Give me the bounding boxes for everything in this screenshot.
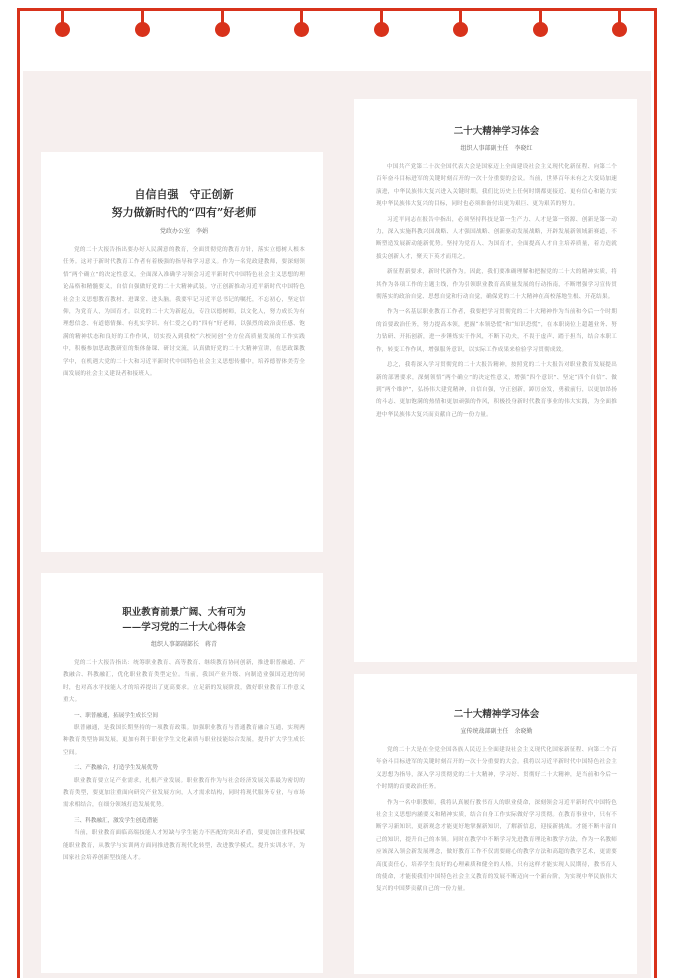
article-title bbox=[63, 186, 305, 222]
pushpin-icon bbox=[55, 11, 69, 41]
article-paragraph: 新征程新要求，新时代新作为。因此，我们要准确理解和把握党的二十大的精神实质，将其作为各项工作的主题主线，作为引领职业教育高质量发展的行动指南，不断增强学习宣传贯彻落实的政治自觉、思想自觉和行动自觉，确保党的二十大精神在高校落地生根、开花结果。 bbox=[376, 269, 617, 301]
article-paragraph: 作为一名中职教师，我将认真履行教书育人的职业使命，深刻领会习近平新时代中国特色社会主义思想内涵要义和精神实质，结合自身工作实际做好学习贯彻。在教育事业中，只有不断学习新知识，更新观念才能更好地掌握新知识，了解新信息，迎接新挑战。才能不断丰富自己的知识，提升自己的本领。同时在教学中不断学习先进教育理论和教学方法，作为一名教师应该深入领会新发展理念，做好教育工作不仅需要耐心的教学方法和高超的教学艺术，更需要高度责任心，培养学生良好的心理素质和健全的人格，只有这样才能实现人民期待，教书育人的使命，才能使我们中国特色社会主义教育的发展不断迈向一个新台阶，为实现中华民族伟大复兴的中国梦贡献自己的一份力量。 bbox=[376, 799, 617, 893]
article-card bbox=[354, 674, 637, 974]
article-title-line: 自信自强 守正创新 bbox=[134, 188, 234, 201]
article-author: 党政办公室 李娟 bbox=[159, 228, 208, 235]
article-card bbox=[354, 99, 637, 662]
pushpin-icon bbox=[374, 11, 388, 41]
article-paragraph: 职业教育要立足产业需求，扎根产业发展。职业教育作为与社会经济发展关系最为密切的教育类型，要更加注重面向研究产业发展方向，人才需求结构，同时将现代服务专业，与市场需求相结合，在细分领域打造发展优势。 bbox=[63, 777, 305, 809]
article-paragraph: 党的二十大是在全党全国各族人民迈上全面建设社会主义现代化国家新征程、向第二个百年奋斗目标进军的关键时刻召开的一次十分重要的大会。我将以习近平新时代中国特色社会主义思想为指导，深入学习贯彻党的二十大精神，学习好、贯彻好二十大精神，是当前和今后一个时期的首要政治任务。 bbox=[376, 747, 617, 791]
article-paragraph: 总之，我将深入学习贯彻党的二十大报告精神，按照党的二十大报告对职业教育发展提出新的部署要求，深刻领悟“两个确立”的决定性意义，增强“四个意识”、坚定“四个自信”、做到“两个维护”，弘扬伟大建党精神，自信自强，守正创新，踔厉奋发，勇毅前行，以更加昂扬的斗志、更加饱满的热情和更加顽强的作风，积极投身新时代教育事业的伟大实践，为全面推进中华民族伟大复兴而贡献自己的一份力量。 bbox=[376, 362, 617, 418]
article-paragraph: 习近平同志在报告中指出，必须坚持科技是第一生产力、人才是第一资源、创新是第一动力，深入实施科教兴国战略、人才强国战略、创新驱动发展战略，开辟发展新领域新赛道，不断塑造发展新动能新优势。坚持为党育人、为国育才，全面提高人才自主培养质量，着力造就拔尖创新人才，聚天下英才而用之。 bbox=[376, 216, 617, 260]
pushpin-icon bbox=[294, 11, 308, 41]
article-title: 二十大精神学习体会 bbox=[453, 709, 540, 720]
article-paragraph: 职普融通，是我国长期坚持的一项教育政策。加强职业教育与普通教育融合互通，实现两种教育类型协调发展，更加有利于职业学生文化素质与职业技能综合发展，提升扩大学生成长空间。 bbox=[63, 725, 305, 756]
article-paragraph: 中国共产党第二十次全国代表大会是国家迈上全面建设社会主义现代化新征程、向第二个百年奋斗目标进军的关键时刻召开的一次十分重要的会议。当前，世界百年未有之大变局加速演进，中华民族伟大复兴进入关键时期，我们比历史上任何时期都更接近、更有信心和能力实现中华民族伟大复兴的目标，同时也必须准备付出更为艰巨、更为艰苦的努力。 bbox=[376, 164, 617, 208]
article-title-line: 职业教育前景广阔、大有可为 bbox=[122, 607, 246, 618]
article-card bbox=[41, 152, 323, 552]
article-author: 组织人事部副部长 蒋青 bbox=[150, 641, 217, 648]
section-heading: 一、职普融通，拓展学生成长空间 bbox=[74, 712, 158, 719]
article-author: 宣传统战部副主任 余晓勤 bbox=[460, 728, 533, 735]
article-title: 二十大精神学习体会 bbox=[453, 126, 540, 137]
section-heading: 二、产教融合，打造学生发展优势 bbox=[74, 765, 158, 772]
pushpin-icon bbox=[215, 11, 229, 41]
pushpin-icon bbox=[533, 11, 547, 41]
article-paragraph: 当前，职业教育面临高端技能人才短缺与学生能力不匹配的突出矛盾，要更加注重科技赋能职业教育，从教学与实训两方面同推进教育现代化转型，改进教学模式，提升实训水平，为国家社会培养创新型技能人才。 bbox=[63, 830, 305, 862]
article-author: 组织人事部副主任 李晓红 bbox=[460, 145, 533, 152]
article-title-line: ——学习党的二十大心得体会 bbox=[122, 622, 246, 633]
pushpin-icon bbox=[135, 11, 149, 41]
pushpin-icon bbox=[453, 11, 467, 41]
article-paragraph: 作为一名基层职业教育工作者，我要把学习贯彻党的二十大精神作为当前和今后一个时期的首要政治任务，努力提高本领，把握“本领恐慌”和“知识恐慌”，在本职岗位上超越业务、努力钻研、开拓创新，进一步锤炼实干作风，不断下功夫，不畏于虚声、踏于担当，结合本职工作，转变工作作风，增强服务意识，以实际工作成果来检验学习贯彻成效。 bbox=[376, 309, 617, 353]
article-title-line: 努力做新时代的“四有”好老师 bbox=[111, 206, 257, 219]
article-paragraph: 党的二十大报告指出要办好人民满意的教育，全面贯彻党的教育方针，落实立德树人根本任务。这对于新时代教育工作者有着极强的指导和学习意义。作为一名党政建教师，要深刻领悟“两个确立”的决定性意义，全面深入准确学习领会习近平新时代中国特色社会主义思想的理论品格和精髓要义，自信自强做好党的二十大精神武装。守正创新推动习近平新时代中国特色社会主义思想教育教材、进课堂、进头脑。我要牢记习近平总书记的嘱托，不忘初心，坚定信仰，为党育人，为国育才。以党的二十大为新起点，专注以德树师，以文化人，努力成长为有理想信念、有道德情操、有扎实学识、有仁爱之心的“四有”好老师，以强烈的政治责任感、饱满的精神状态和良好的工作作风，切实投入到我校“六校同创”全方位高质量发展的工作实践中，积极参加思政教研室的集体备课、研讨交流，认真做好党的二十大精神宣讲，在思政课教学中，在机遇大党的二十大和习近平新时代中国特色社会主义思想传播中，培养德智体美劳全面发展的社会主义建设者和接班人。 bbox=[63, 247, 305, 378]
article-paragraph: 党的二十大报告指出：统筹职业教育、高等教育、继续教育协同创新，推进职普融通、产教融合、科教融汇，优化职业教育类型定位。当前，我国产业升级、向制造业强国迈进的同时，也对高水平技能人才的培养提出了更高要求。立足新的发展阶段，做好职业教育工作意义重大。 bbox=[63, 660, 305, 704]
pushpin-icon bbox=[612, 11, 626, 41]
article-title bbox=[63, 605, 305, 635]
section-heading: 三、科教融汇，激发学生创造潜能 bbox=[74, 817, 158, 824]
article-card bbox=[41, 573, 323, 973]
